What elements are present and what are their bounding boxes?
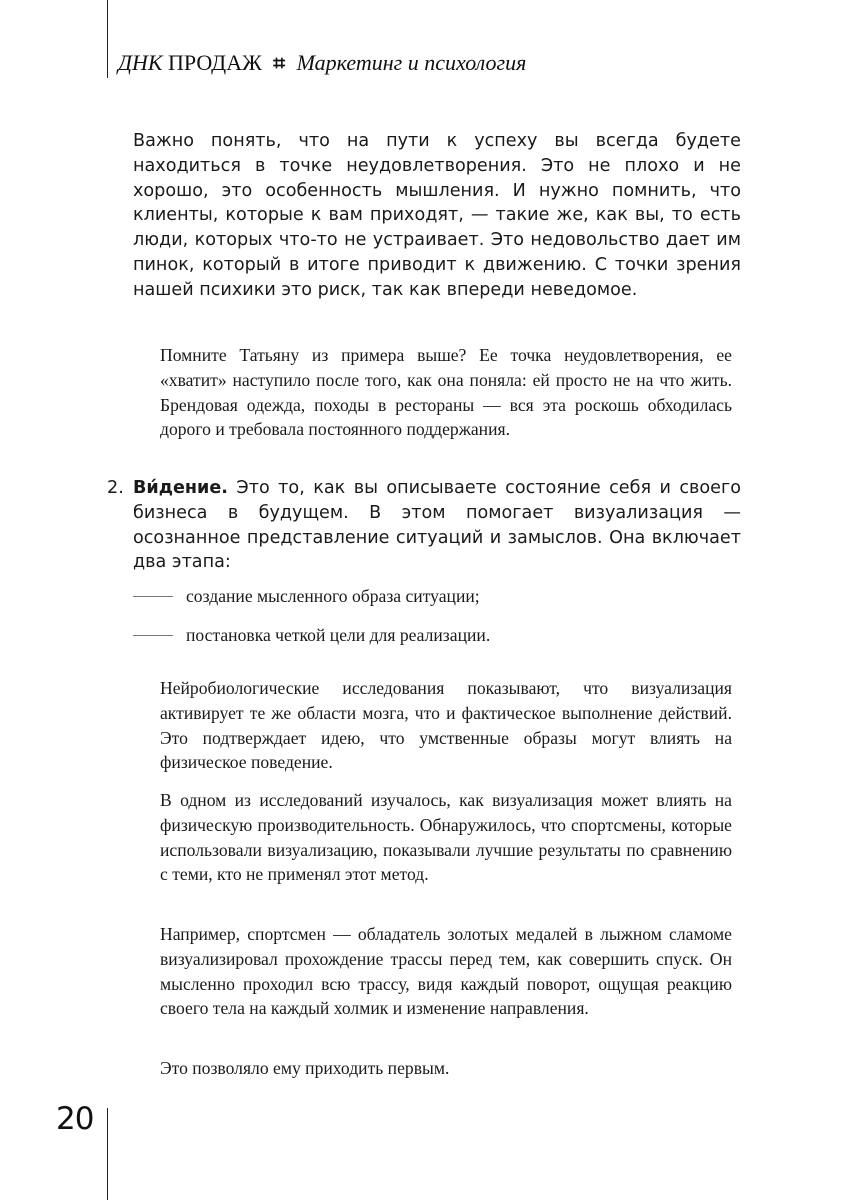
example-tatiana: Помните Татьяну из примера выше? Ее точка неудовлетворения, ее «хватит» наступило после того, как она поняла: ей просто не на что жить. Брендовая одежда, походы в рестораны — вся эта роскошь обходилась дорого и требовала постоянного поддержания. (160, 345, 732, 440)
list-item-vision (133, 476, 741, 575)
margin-rule-top (107, 0, 108, 78)
term-vision: Ви́дение. (133, 478, 228, 498)
paragraph-dissatisfaction: Важно понять, что на пути к успеху вы всегда будете находиться в точке неудовлетворения. Это не плохо и не хорошо, это особенность мышления. И нужно помнить, что клиенты, которые к вам приходят, — такие же, как вы, то есть люди, которых что-то не устраивает. Это недовольство дает им пинок, который в итоге приводит к движению. С точки зрения нашей психики это риск, так как впереди неведомое. (133, 131, 741, 300)
page-number: 20 (56, 1101, 94, 1137)
running-header (118, 50, 526, 76)
dash-item-text: создание мысленного образа ситуации; (186, 586, 480, 606)
book-title: ДНК (118, 50, 163, 75)
vision-description: Это то, как вы описываете состояние себя и своего бизнеса в будущем. В этом помогает визуализация — осознанное представление ситуаций и замыслов. Она включает два этапа: (133, 478, 741, 573)
margin-rule-bottom (107, 1108, 108, 1200)
dash-list-item (133, 586, 480, 612)
hash-separator-icon: ⌗ (273, 51, 286, 75)
book-subtitle: Маркетинг и психология (296, 50, 527, 75)
list-number-2: 2. (107, 478, 124, 498)
dash-item-text: постановка четкой цели для реализации. (186, 625, 491, 645)
dash-marker (133, 635, 173, 636)
quote-neuroscience: Нейробиологические исследования показывают, что визуализация активирует те же области мозга, что и фактическое выполнение действий. Это подтверждает идею, что умственные образы могут влиять на физическое поведение. (160, 678, 732, 773)
dash-list-item (133, 625, 490, 651)
quote-study: В одном из исследований изучалось, как визуализация может влиять на физическую производительность. Обнаружилось, что спортсмены, которые использовали визуализацию, показывали лучшие результаты по сравнению с теми, кто не применял этот метод. (160, 790, 732, 885)
quote-conclusion: Это позволяло ему приходить первым. (160, 1058, 450, 1078)
quote-athlete: Например, спортсмен — обладатель золотых медалей в лыжном сламоме визуализировал прохождение трассы перед тем, как совершить спуск. Он мысленно проходил всю трассу, видя каждый поворот, ощущая реакцию своего тела на каждый холмик и изменение направления. (160, 924, 732, 1019)
book-title-rest: ПРОДАЖ (168, 50, 262, 75)
dash-marker (133, 596, 173, 597)
